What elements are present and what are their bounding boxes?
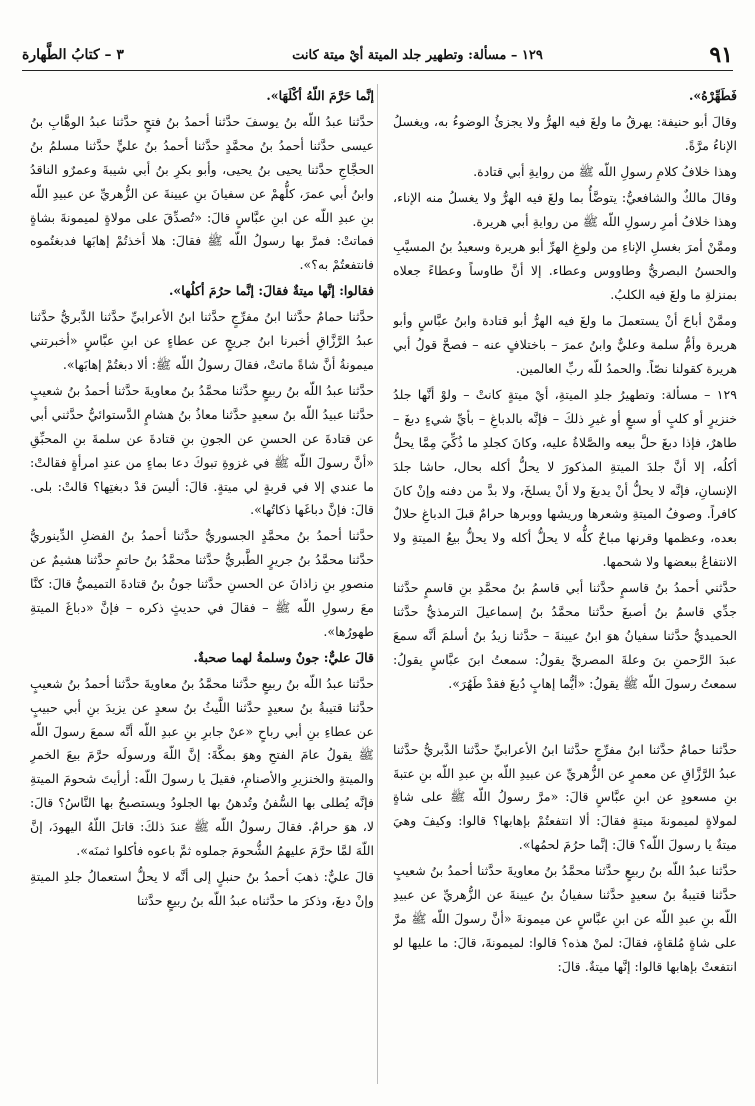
- paragraph: قالَ عليٌّ: جونٌ وسلمةُ لهما صحبةٌ.: [193, 649, 374, 665]
- page-header: [22, 40, 733, 71]
- paragraph: حدَّثنا أحمدُ بنُ محمَّدٍ الجسوريُّ حدَّثنا أحمدُ بنُ الفضلِ الدِّينوريُّ حدَّثنا محمَّدُ بنُ جريرٍ الطَّبريُّ حدَّثنا محمَّدُ بنُ حاتمٍ حدَّثنا هشيمٌ عن منصورِ بنِ زاذانَ عن الحسنِ حدَّثنا جونُ بنُ قتادةَ التميميُّ قالَ: كنَّا معَ رسولِ اللّه ﷺ – فقالَ في حديثٍ ذكره – فإنَّ «دباغَ الميتةِ طهورُها».: [30, 528, 374, 639]
- paragraph: حدَّثني أحمدُ بنُ قاسمٍ حدَّثنا أبي قاسمُ بنُ محمَّدِ بنِ قاسمٍ حدَّثنا جدِّي قاسمُ بنُ أصبغَ حدَّثنا محمَّدُ بنُ إسماعيلَ الترمذيُّ حدَّثنا الحميديُّ حدَّثنا سفيانُ هوَ ابنُ عيينةَ – حدَّثنا زيدُ بنُ أسلمَ أنَّه سمعَ عبدَ الرَّحمنِ بنَ وعلةَ المصريَّ يقولُ: سمعتُ ابنَ عبَّاسٍ يقولُ: سمعتُ رسولَ اللّه ﷺ يقولُ: «أيُّما إهابٍ دُبغَ فقدْ طَهُرَ».: [393, 580, 737, 691]
- paragraph: وممَّنْ أمرَ بغسلِ الإناءِ من ولوغِ الهرِّ أبو هريرة وسعيدُ بنُ المسيَّبِ والحسنُ البصريُّ وطاووس وعطاء. إلا أنَّ طاوساً وعطاءً جعلاه بمنزلةِ ما ولغَ فيه الكلبُ.: [393, 239, 737, 303]
- paragraph: حدَّثنا حمامٌ حدَّثنا ابنُ مفرِّجٍ حدَّثنا ابنُ الأعرابيِّ حدَّثنا الدَّبريُّ حدَّثنا عبدُ الرَّزَّاقِ أخبرنا ابنُ جريجٍ عن عطاءٍ عن ابنِ عبَّاسٍ «أخبرتني ميمونةُ أنَّ شاةً ماتتْ، فقالَ رسولُ اللّه ﷺ: ألا دبغتُمْ إهابَها».: [30, 309, 374, 372]
- paragraph: حدَّثنا عبدُ اللّه بنُ يوسفَ حدَّثنا أحمدُ بنُ فتحٍ حدَّثنا عبدُ الوهَّابِ بنُ عيسى حدَّثنا أحمدُ بنُ محمَّدٍ حدَّثنا أحمدُ بنُ عليٍّ حدَّثنا مسلمُ بنُ الحجَّاجِ حدَّثنا يحيى بنُ يحيى، وأبو بكرِ بنُ أبي شيبةَ وعمرٌو الناقدُ وابنُ أبي عمرَ، كلُّهمْ عن سفيانَ بنِ عيينةَ عن الزُّهريِّ عن عبيدِ اللّه بنِ عبدِ اللّه عن ابنِ عبَّاسٍ قالَ: «تُصدِّقَ على مولاةٍ لميمونةَ بشاةٍ فماتتْ: فمرَّ بها رسولُ اللّه ﷺ فقالَ: هلا أخذتُمْ إهابَها فدبغتُموه فانتفعتُمْ به؟».: [30, 113, 374, 273]
- paragraph: وممَّنْ أباحَ أنْ يستعملَ ما ولغَ فيه الهرُّ أبو قتادة وابنُ عبَّاسٍ وأبو هريرة وأمُّ سلمة وعليٌّ وابنُ عمرَ – باختلافٍ عنه – فصحَّ قولُ أبي هريرة كقولنا نصّاً. والحمدُ للّه ربِّ العالمين.: [393, 313, 737, 376]
- paragraph: وقالَ أبو حنيفة: يهرقُ ما ولغَ فيه الهرُّ ولا يجزئُ الوضوءُ به، ويغسلُ الإناءُ مرَّةً.: [393, 113, 737, 153]
- paragraph: حدَّثنا عبدُ اللّه بنُ ربيعٍ حدَّثنا محمَّدُ بنُ معاويةَ حدَّثنا أحمدُ بنُ شعيبٍ حدَّثنا قتيبةُ بنُ سعيدٍ حدَّثنا اللَّيثُ بنُ سعدٍ عن يزيدَ بنِ أبي حبيبٍ عن عطاءِ بنِ أبي رباحٍ «عنْ جابرِ بنِ عبدِ اللّه أنَّه سمعَ رسولَ اللّه ﷺ يقولُ عامَ الفتحِ وهوَ بمكَّةَ: إنَّ اللّهَ ورسولَه حرَّمَ بيعَ الخمرِ والميتةِ والخنزيرِ والأصنامِ، فقيلَ يا رسولَ اللّه: أرأيتَ شحومَ الميتةِ فإنَّه يُطلى بها السُّفنُ وتُدهنُ بها الجلودُ ويستصبحُ بها النَّاسُ؟ قالَ: لا، هوَ حرامٌ. فقالَ رسولُ اللّه ﷺ عندَ ذلكَ: قاتلَ اللّهُ اليهودَ، إنَّ اللّهَ لمَّا حرَّمَ عليهمُ الشُّحومَ جملوه ثمَّ باعوه فأكلوا ثمنَه».: [30, 675, 374, 859]
- paragraph: حدَّثنا عبدُ اللّه بنُ ربيعٍ حدَّثنا محمَّدُ بنُ معاويةَ حدَّثنا أحمدُ بنُ شعيبٍ حدَّثنا قتيبةُ بنُ سعيدٍ حدَّثنا سفيانُ بنُ عيينةَ عن الزُّهريِّ عن عبيدِ اللّه بنِ عبدِ اللّه عن ابنِ عبَّاسٍ عن ميمونةَ «أنَّ رسولَ اللّه ﷺ مرَّ على شاةٍ مُلقاةٍ، فقالَ: لمنْ هذه؟ قالوا: لميمونةَ، قالَ: ما عليها لو انتفعتْ بإهابها قالوا: إنَّها ميتةٌ. قالَ:: [393, 863, 737, 974]
- page-number: ٩١: [709, 42, 733, 68]
- paragraph: قالَ عليٌّ: ذهبَ أحمدُ بنُ حنبلٍ إلى أنَّه لا يحلُّ استعمالُ جلدِ الميتةِ وإنْ دبغَ، وذكرَ ما حدَّثناه عبدُ اللّه بنُ ربيعٍ حدَّثنا: [30, 869, 374, 908]
- paragraph: فقالوا: إنَّها ميتةٌ فقالَ: إنَّما حرُمَ أكلُها».: [168, 283, 374, 299]
- paragraph: وهذا خلافُ كلامِ رسولِ اللّه ﷺ من روايةِ أبي قتادة.: [473, 163, 737, 179]
- paragraph: حدَّثنا عبدُ اللّه بنُ ربيعٍ حدَّثنا محمَّدُ بنُ معاويةَ حدَّثنا أحمدُ بنُ شعيبٍ حدَّثنا عبيدُ اللّه بنُ سعيدٍ حدَّثنا معاذُ بنُ هشامٍ الدَّستوائيُّ حدَّثني أبي عن قتادةَ عن الحسنِ عن الجونِ بنِ قتادةَ عن سلمةَ بنِ المحبِّقِ «أنَّ رسولَ اللّه ﷺ في غزوةِ تبوكَ دعا بماءٍ من عندِ امرأةٍ فقالتْ: ما عندي إلا في قربةٍ لي ميتةٍ. قالَ: أليسَ قدْ دبغتِها؟ قالتْ: بلى. قالَ: فإنَّ دباغَها ذكاتُها».: [30, 382, 374, 518]
- spacer: [393, 698, 737, 738]
- paragraph: حدَّثنا حمامٌ حدَّثنا ابنُ مفرِّجٍ حدَّثنا ابنُ الأعرابيِّ حدَّثنا الدَّبريُّ حدَّثنا عبدُ الرَّزَّاقِ عن معمرٍ عن الزُّهريِّ عن عبيدِ اللّه بنِ عبدِ اللّه بنِ عتبةَ بنِ مسعودٍ عن ابنِ عبَّاسٍ قالَ: «مرَّ رسولُ اللّه ﷺ على شاةٍ لمولاةٍ لميمونةَ ميتةٍ فقالَ: ألا انتفعتُمْ بإهابها؟ قالوا: وكيفَ وهيَ ميتةٌ يا رسولَ اللّه؟ قالَ: إنَّما حرُمَ لحمُها».: [393, 741, 737, 853]
- running-title: ١٢٩ – مسألة: وتطهير جلد الميتة أيْ ميتة كانت: [292, 47, 543, 63]
- paragraph: إنَّما حَرَّمَ اللّهُ أكْلَهَا».: [266, 88, 374, 103]
- paragraph: وقالَ مالكٌ والشافعيُّ: يتوضَّأُ بما ولغَ فيه الهرُّ ولا يغسلُ منه الإناء، وهذا خلافُ أمرِ رسولِ اللّه ﷺ من روايةِ أبي هريرة.: [393, 189, 737, 229]
- paragraph: فَطَهِّرْهُ».: [689, 88, 737, 103]
- right-column: [393, 84, 737, 1089]
- left-column: [30, 84, 374, 1089]
- book-title: ٣ – كتابُ الطَّهارة: [22, 47, 124, 63]
- section-heading-paragraph: ١٢٩ – مسألة: وتطهيرُ جلدِ الميتةِ، أيْ ميتةٍ كانتْ – ولوْ أنَّها جلدُ خنزيرٍ أو كلبٍ أو سبعٍ أو غيرِ ذلكَ – فإنَّه بالدباغِ – بأيِّ شيءٍ دبغَ – طاهرٌ، فإذا دبغَ حلَّ بيعه والصَّلاةُ عليه، وكانَ كجلدِ ما ذُكِّيَ مِمَّا يحلُّ أكلُه، إلا أنَّ جلدَ الميتةِ المذكورَ لا يحلُّ أكله بحال، حاشا جلدَ الإنسانِ، فإنَّه لا يحلُّ أنْ يدبغَ ولا أنْ يسلخَ، ولا بدَّ من دفنه وإنْ كانَ كافراً. وصوفُ الميتةِ وشعرها وريشها ووبرها حرامٌ قبلَ الدباغِ حلالٌ بعده، وعظمها وقرنها مباحٌ كلُّه لا يحلُّ أكله ولا يحلُّ بيعُ الميتةِ ولا الانتفاعُ ببعضها ولا شحمها.: [393, 386, 737, 570]
- column-divider: [377, 84, 378, 1084]
